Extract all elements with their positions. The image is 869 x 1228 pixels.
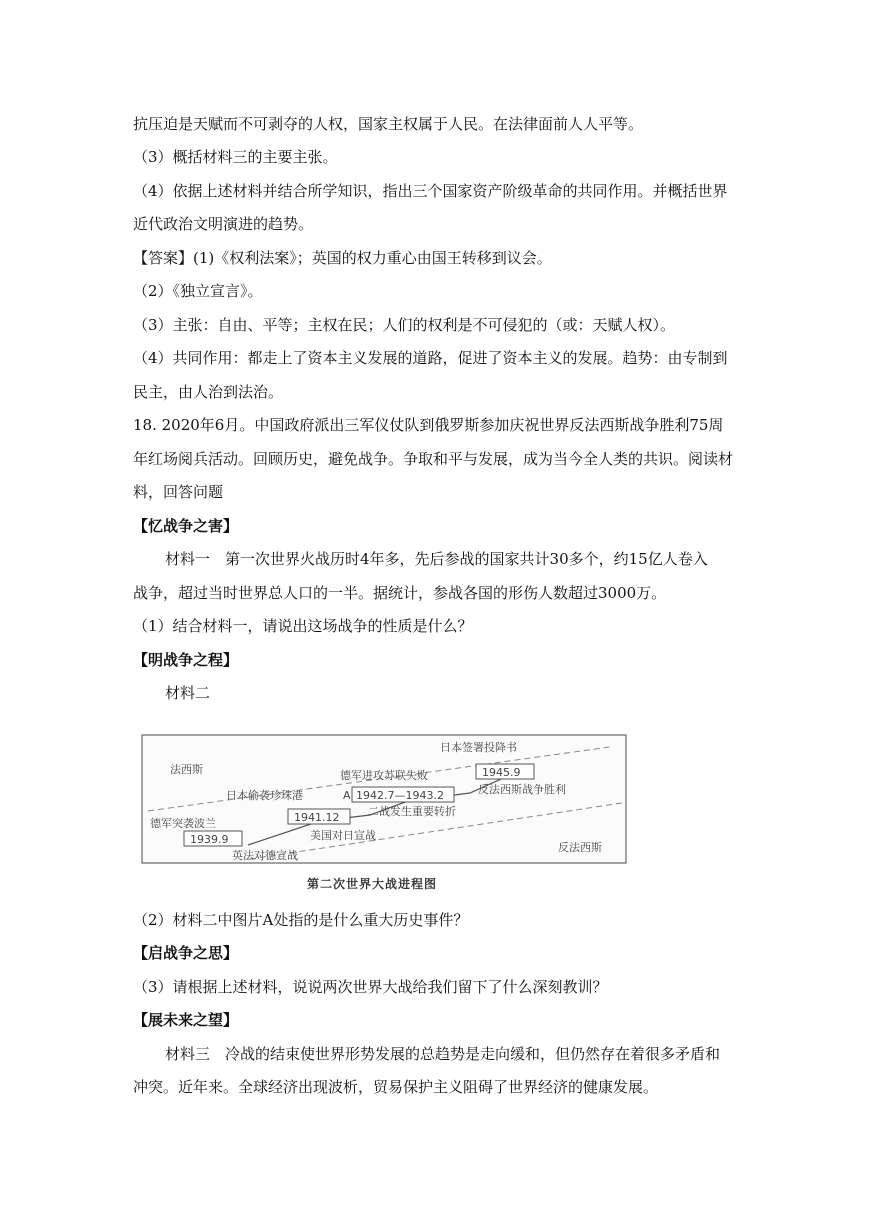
answer-3: （3）主张：自由、平等；主权在民；人们的权利是不可侵犯的（或：天赋人权）。 xyxy=(133,316,676,334)
marker-a: A xyxy=(343,789,351,802)
text-line: 民主，由人治到法治。 xyxy=(133,383,284,401)
text-line: 年红场阅兵活动。回顾历史，避免战争。争取和平与发展，成为当今全人类的共识。阅读材 xyxy=(133,450,734,468)
text-line: 抗压迫是天赋而不可剥夺的人权，国家主权属于人民。在法律面前人人平等。 xyxy=(133,115,644,133)
label-uk-fr: 英法对德宣战 xyxy=(232,849,298,862)
date-1939: 1939.9 xyxy=(190,833,229,846)
label-turning-point: 二战发生重要转折 xyxy=(368,805,456,818)
figure-caption: 第二次世界大战进程图 xyxy=(307,877,438,891)
label-poland: 德军突袭波兰 xyxy=(150,817,216,830)
text-line: 料，回答问题 xyxy=(133,483,224,501)
label-japan-surrender: 日本签署投降书 xyxy=(440,741,517,754)
answer-2: （2）《独立宣言》。 xyxy=(133,282,263,300)
question-18-2: （2）材料二中图片A处指的是什么重大历史事件？ xyxy=(133,911,469,929)
date-1941: 1941.12 xyxy=(294,811,340,824)
text-line: 冲突。近年来。全球经济出现波析，贸易保护主义阻碍了世界经济的健康发展。 xyxy=(133,1078,659,1096)
label-us-declares: 美国对日宣战 xyxy=(310,829,376,842)
question-18-3: （3）请根据上述材料，说说两次世界大战给我们留下了什么深刻教训？ xyxy=(133,978,608,996)
label-antifascist: 反法西斯 xyxy=(558,841,602,854)
question-4: （4）依据上述材料并结合所学知识，指出三个国家资产阶级革命的共同作用。并概括世界 xyxy=(133,182,728,200)
label-victory: 反法西斯战争胜利 xyxy=(478,783,566,796)
ww2-timeline-figure xyxy=(140,733,628,873)
section-heading: 【明战争之程】 xyxy=(133,651,239,669)
text-line: 战争，超过当时世界总人口的一半。据统计，参战各国的形伤人数超过3000万。 xyxy=(133,584,667,602)
material-two: 材料二 xyxy=(165,684,211,702)
section-heading: 【启战争之思】 xyxy=(133,944,239,962)
text-line: 近代政治文明演进的趋势。 xyxy=(133,215,314,233)
section-heading: 【展未来之望】 xyxy=(133,1011,239,1029)
section-heading: 【忆战争之害】 xyxy=(133,517,239,535)
label-fascist: 法西斯 xyxy=(170,763,203,776)
answer-1: 【答案】(1)《权利法案》；英国的权力重心由国王转移到议会。 xyxy=(133,249,552,267)
label-soviet: 德军进攻苏联失败 xyxy=(340,769,428,782)
answer-4: （4）共同作用：都走上了资本主义发展的道路，促进了资本主义的发展。趋势：由专制到 xyxy=(133,349,728,367)
date-1945: 1945.9 xyxy=(482,766,521,779)
question-3: （3）概括材料三的主要主张。 xyxy=(133,148,338,166)
question-18-1: （1）结合材料一，请说出这场战争的性质是什么？ xyxy=(133,617,473,635)
material-three: 材料三 冷战的结束使世界形势发展的总趋势是走向缓和，但仍然存在着很多矛盾和 xyxy=(165,1045,721,1063)
question-18: 18. 2020年6月。中国政府派出三军仪仗队到俄罗斯参加庆祝世界反法西斯战争胜利75周 xyxy=(133,416,724,434)
date-range: 1942.7—1943.2 xyxy=(356,789,444,802)
label-pearl-harbor: 日本偷袭珍珠港 xyxy=(226,789,303,802)
material-one: 材料一 第一次世界火战历时4年多，先后参战的国家共计30多个，约15亿人卷入 xyxy=(165,550,708,568)
